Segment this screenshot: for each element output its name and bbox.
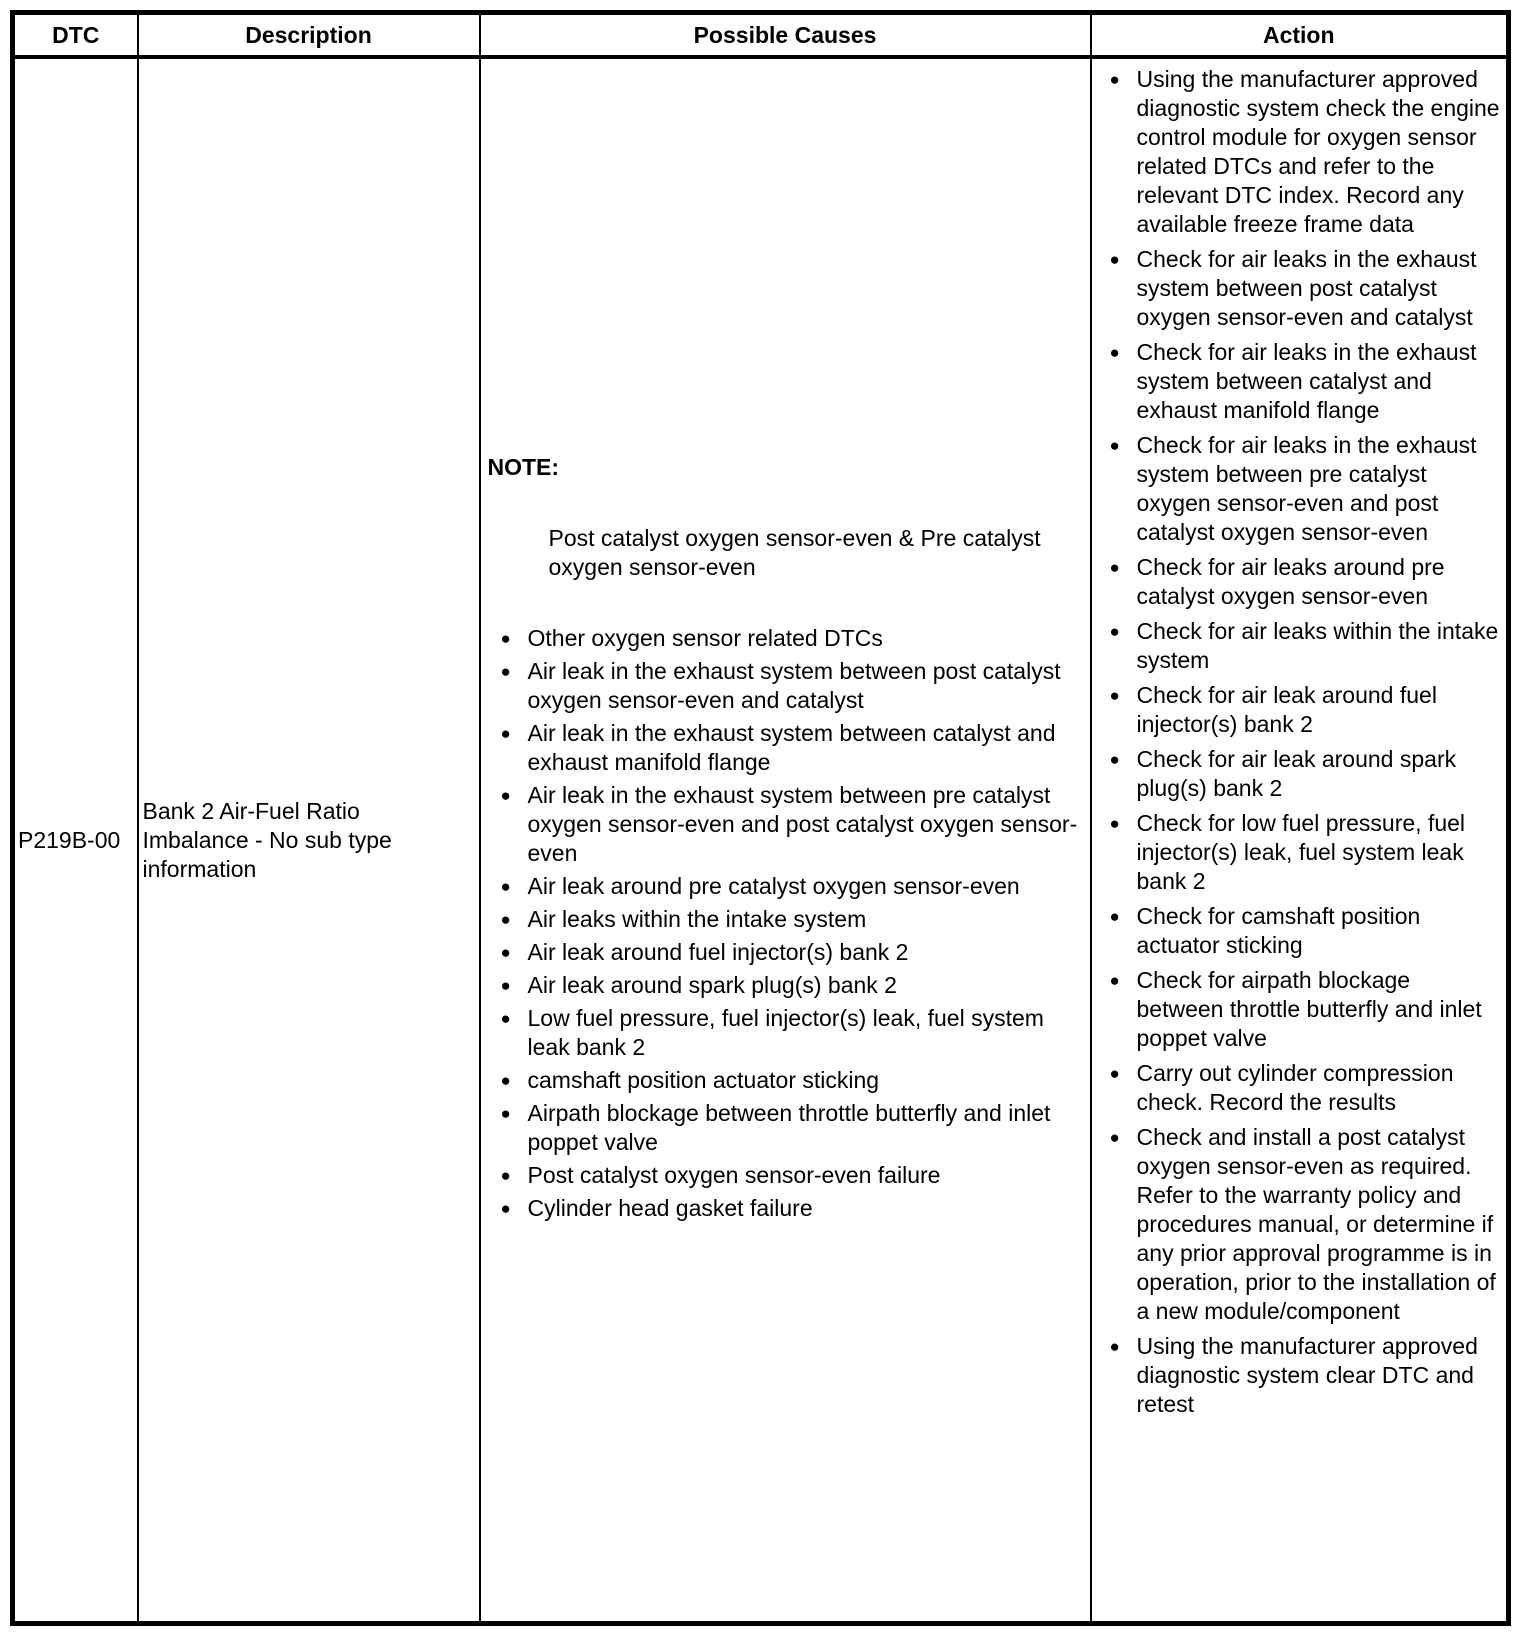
action-cell xyxy=(1091,57,1509,1624)
table-header-row xyxy=(13,13,1509,58)
dtc-diagnostics-table xyxy=(10,10,1511,1626)
list-item: ● Check for air leaks in the exhaust system between catalyst and exhaust manifold flange xyxy=(1137,338,1501,425)
list-item: ● Check for low fuel pressure, fuel injector(s) leak, fuel system leak bank 2 xyxy=(1137,809,1501,896)
list-item: ● Air leaks within the intake system xyxy=(528,905,1084,934)
list-item: ● Using the manufacturer approved diagnostic system clear DTC and retest xyxy=(1137,1332,1501,1419)
list-item: ● Check and install a post catalyst oxygen sensor-even as required. Refer to the warranty policy and procedures manual, or determine if any prior approval programme is in operation, prior to the installation of a new module/component xyxy=(1137,1123,1501,1326)
list-item: ● Low fuel pressure, fuel injector(s) leak, fuel system leak bank 2 xyxy=(528,1004,1084,1062)
list-item: ● Airpath blockage between throttle butterfly and inlet poppet valve xyxy=(528,1099,1084,1157)
list-item: ● Check for air leaks around pre catalyst oxygen sensor-even xyxy=(1137,553,1501,611)
column-header-description: Description xyxy=(138,13,480,58)
list-item: ● Air leak around spark plug(s) bank 2 xyxy=(528,971,1084,1000)
list-item: ● Air leak in the exhaust system between catalyst and exhaust manifold flange xyxy=(528,719,1084,777)
list-item: ● Post catalyst oxygen sensor-even failure xyxy=(528,1161,1084,1190)
note-text: Post catalyst oxygen sensor-even & Pre catalyst oxygen sensor-even xyxy=(548,525,1041,580)
list-item: ● Check for airpath blockage between throttle butterfly and inlet poppet valve xyxy=(1137,966,1501,1053)
column-header-dtc: DTC xyxy=(13,13,138,58)
note-label: NOTE: xyxy=(487,454,560,480)
table-row xyxy=(13,57,1509,1624)
list-item: ● Carry out cylinder compression check. Record the results xyxy=(1137,1059,1501,1117)
list-item: ● Check for air leak around spark plug(s) bank 2 xyxy=(1137,745,1501,803)
list-item: ● Using the manufacturer approved diagnostic system check the engine control module for oxygen sensor related DTCs and refer to the relevant DTC index. Record any available freeze frame data xyxy=(1137,65,1501,239)
possible-causes-cell xyxy=(480,57,1091,1624)
list-item: ● Check for air leak around fuel injector(s) bank 2 xyxy=(1137,681,1501,739)
list-item: ● Air leak in the exhaust system between post catalyst oxygen sensor-even and catalyst xyxy=(528,657,1084,715)
dtc-code: P219B-00 xyxy=(13,57,138,1624)
list-item: ● Cylinder head gasket failure xyxy=(528,1194,1084,1223)
list-item: ● Check for camshaft position actuator sticking xyxy=(1137,902,1501,960)
list-item: ● Check for air leaks in the exhaust system between post catalyst oxygen sensor-even and catalyst xyxy=(1137,245,1501,332)
dtc-description: Bank 2 Air-Fuel Ratio Imbalance - No sub type information xyxy=(138,57,480,1624)
list-item: ● Air leak in the exhaust system between pre catalyst oxygen sensor-even and post catalyst oxygen sensor-even xyxy=(528,781,1084,868)
list-item: ● Air leak around fuel injector(s) bank 2 xyxy=(528,938,1084,967)
column-header-action: Action xyxy=(1091,13,1509,58)
list-item: ● Check for air leaks in the exhaust system between pre catalyst oxygen sensor-even and post catalyst oxygen sensor-even xyxy=(1137,431,1501,547)
possible-causes-list xyxy=(483,624,1088,1223)
list-item: ● camshaft position actuator sticking xyxy=(528,1066,1084,1095)
action-list xyxy=(1092,65,1505,1419)
column-header-possible-causes: Possible Causes xyxy=(480,13,1091,58)
list-item: ● Check for air leaks within the intake system xyxy=(1137,617,1501,675)
list-item: ● Other oxygen sensor related DTCs xyxy=(528,624,1084,653)
list-item: ● Air leak around pre catalyst oxygen sensor-even xyxy=(528,872,1084,901)
